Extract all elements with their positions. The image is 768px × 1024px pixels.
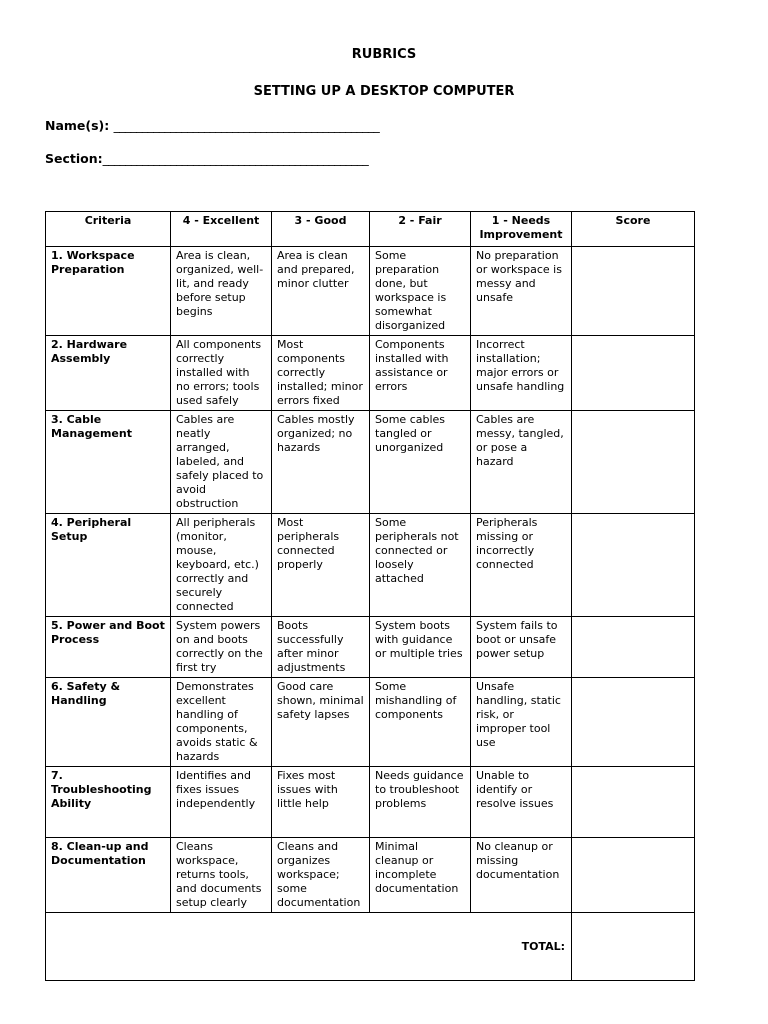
- excellent-cell: System powers on and boots correctly on the first try: [171, 617, 272, 678]
- fair-cell: Some peripherals not connected or loosely attached: [370, 514, 471, 617]
- header-score: Score: [572, 212, 695, 247]
- table-header-row: [46, 212, 695, 247]
- score-cell[interactable]: [572, 336, 695, 411]
- good-cell: Cleans and organizes workspace; some documentation: [272, 838, 370, 913]
- excellent-cell: All peripherals (monitor, mouse, keyboard, etc.) correctly and securely connected: [171, 514, 272, 617]
- total-row: [46, 913, 695, 981]
- good-cell: Cables mostly organized; no hazards: [272, 411, 370, 514]
- excellent-cell: Area is clean, organized, well-lit, and ready before setup begins: [171, 247, 272, 336]
- good-cell: Boots successfully after minor adjustments: [272, 617, 370, 678]
- fair-cell: Some cables tangled or unorganized: [370, 411, 471, 514]
- header-needs-improvement: 1 - Needs Improvement: [471, 212, 572, 247]
- needs-improvement-cell: No cleanup or missing documentation: [471, 838, 572, 913]
- good-cell: Most components correctly installed; minor errors fixed: [272, 336, 370, 411]
- excellent-cell: Cleans workspace, returns tools, and documents setup clearly: [171, 838, 272, 913]
- fair-cell: Components installed with assistance or errors: [370, 336, 471, 411]
- criteria-cell: 8. Clean-up and Documentation: [46, 838, 171, 913]
- table-row: [46, 411, 695, 514]
- fair-cell: Needs guidance to troubleshoot problems: [370, 767, 471, 838]
- criteria-cell: 2. Hardware Assembly: [46, 336, 171, 411]
- table-row: [46, 514, 695, 617]
- needs-improvement-cell: Unable to identify or resolve issues: [471, 767, 572, 838]
- table-row: [46, 617, 695, 678]
- header-criteria: Criteria: [46, 212, 171, 247]
- needs-improvement-cell: No preparation or workspace is messy and unsafe: [471, 247, 572, 336]
- score-cell[interactable]: [572, 247, 695, 336]
- needs-improvement-cell: Unsafe handling, static risk, or improper tool use: [471, 678, 572, 767]
- criteria-cell: 1. Workspace Preparation: [46, 247, 171, 336]
- criteria-cell: 5. Power and Boot Process: [46, 617, 171, 678]
- table-row: [46, 336, 695, 411]
- good-cell: Area is clean and prepared, minor clutter: [272, 247, 370, 336]
- fair-cell: System boots with guidance or multiple tries: [370, 617, 471, 678]
- section-label: Section:: [45, 151, 103, 166]
- score-cell[interactable]: [572, 838, 695, 913]
- needs-improvement-cell: Cables are messy, tangled, or pose a hazard: [471, 411, 572, 514]
- excellent-cell: Demonstrates excellent handling of components, avoids static & hazards: [171, 678, 272, 767]
- table-row: [46, 838, 695, 913]
- needs-improvement-cell: Peripherals missing or incorrectly connected: [471, 514, 572, 617]
- criteria-cell: 3. Cable Management: [46, 411, 171, 514]
- criteria-cell: 4. Peripheral Setup: [46, 514, 171, 617]
- name-label: Name(s):: [45, 118, 110, 133]
- needs-improvement-cell: Incorrect installation; major errors or unsafe handling: [471, 336, 572, 411]
- excellent-cell: Identifies and fixes issues independently: [171, 767, 272, 838]
- excellent-cell: Cables are neatly arranged, labeled, and safely placed to avoid obstruction: [171, 411, 272, 514]
- score-cell[interactable]: [572, 411, 695, 514]
- rubric-table: [45, 211, 695, 981]
- header-good: 3 - Good: [272, 212, 370, 247]
- fair-cell: Some preparation done, but workspace is somewhat disorganized: [370, 247, 471, 336]
- table-row: [46, 767, 695, 838]
- good-cell: Good care shown, minimal safety lapses: [272, 678, 370, 767]
- excellent-cell: All components correctly installed with no errors; tools used safely: [171, 336, 272, 411]
- score-cell[interactable]: [572, 617, 695, 678]
- good-cell: Most peripherals connected properly: [272, 514, 370, 617]
- score-cell[interactable]: [572, 514, 695, 617]
- section-blank-line: _______________________________________________: [102, 151, 369, 166]
- score-cell[interactable]: [572, 767, 695, 838]
- header-excellent: 4 - Excellent: [171, 212, 272, 247]
- total-score-cell[interactable]: [572, 913, 695, 981]
- table-row: [46, 247, 695, 336]
- section-field: [45, 151, 368, 166]
- document-subtitle: SETTING UP A DESKTOP COMPUTER: [253, 84, 515, 99]
- needs-improvement-cell: System fails to boot or unsafe power setup: [471, 617, 572, 678]
- header-fair: 2 - Fair: [370, 212, 471, 247]
- criteria-cell: 6. Safety & Handling: [46, 678, 171, 767]
- good-cell: Fixes most issues with little help: [272, 767, 370, 838]
- table-row: [46, 678, 695, 767]
- name-field: [45, 118, 379, 133]
- fair-cell: Minimal cleanup or incomplete documentation: [370, 838, 471, 913]
- score-cell[interactable]: [572, 678, 695, 767]
- document-title: RUBRICS: [351, 47, 417, 62]
- criteria-cell: 7. Troubleshooting Ability: [46, 767, 171, 838]
- total-label: TOTAL:: [46, 913, 572, 981]
- fair-cell: Some mishandling of components: [370, 678, 471, 767]
- name-blank-line: _______________________________________________: [113, 118, 380, 133]
